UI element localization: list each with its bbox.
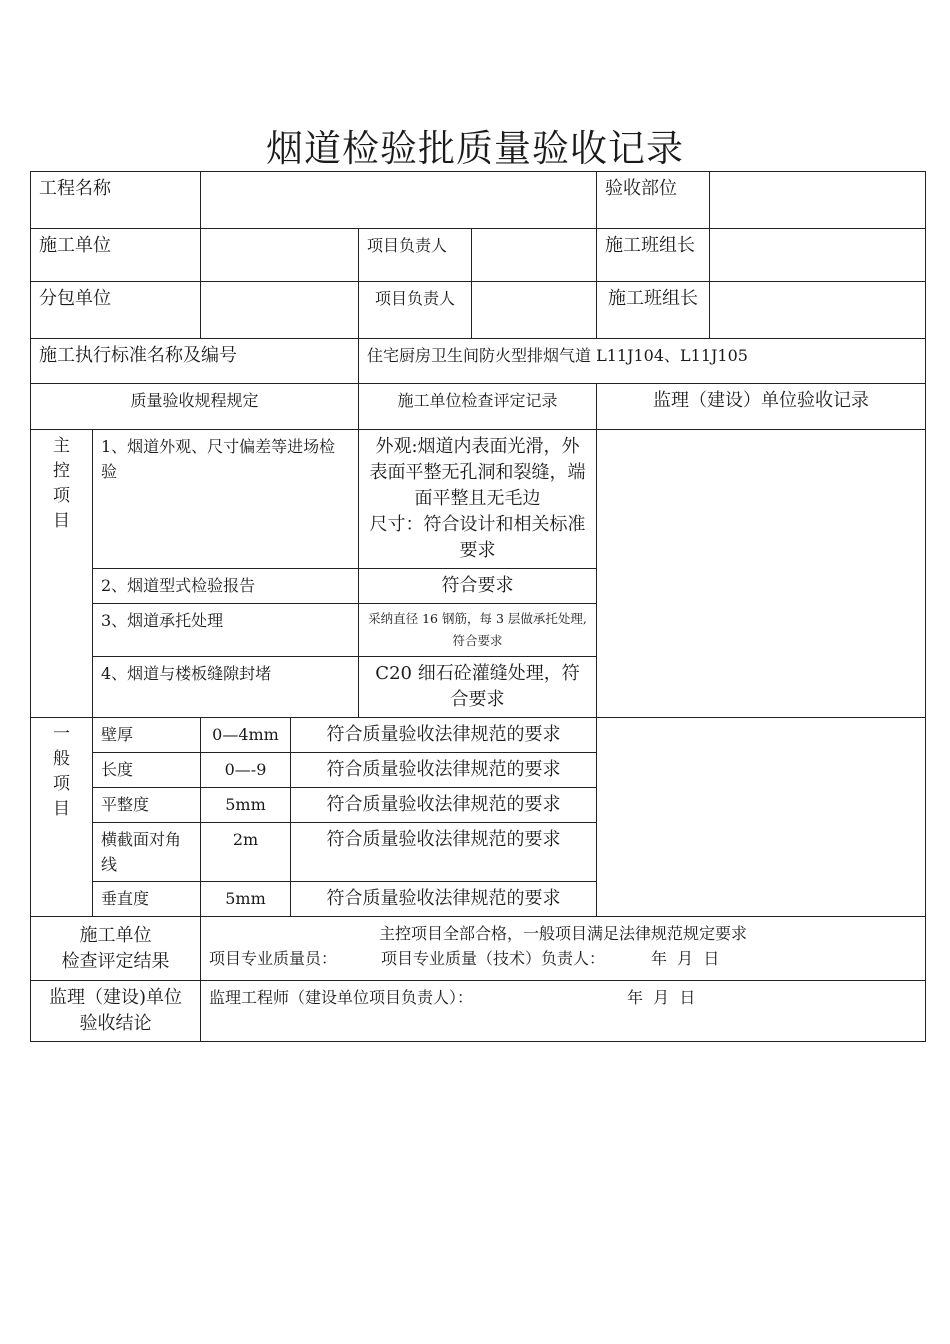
main-control-label-char: 控 — [53, 461, 70, 481]
supervision-conclusion-label-line: 监理（建设)单位 — [48, 987, 183, 1008]
main-control-item-name: 3、烟道承托处理 — [93, 604, 359, 657]
construction-result-label — [31, 917, 201, 981]
construction-result-date: 年 月 日 — [651, 949, 720, 968]
technical-manager-label: 项目专业质量（技术）负责人： — [381, 949, 606, 968]
row-construction-unit — [31, 229, 926, 282]
main-control-item-name: 1、烟道外观、尺寸偏差等进场检验 — [93, 430, 359, 569]
col-header-check-record: 施工单位检查评定记录 — [359, 384, 597, 430]
general-label-char: 项 — [53, 774, 70, 794]
col-header-spec: 质量验收规程规定 — [31, 384, 359, 430]
main-control-item-record — [359, 430, 597, 569]
row-project-name — [31, 172, 926, 229]
col-header-supervision-record: 监理（建设）单位验收记录 — [597, 384, 926, 430]
subcontract-unit-value[interactable] — [201, 282, 359, 339]
project-manager-label: 项目负责人 — [359, 229, 472, 282]
general-label-char: 目 — [53, 799, 70, 819]
general-item-record: 符合质量验收法律规范的要求 — [291, 718, 597, 753]
page-title: 烟道检验批质量验收记录 — [266, 127, 684, 170]
construction-result-label-line: 检查评定结果 — [61, 950, 170, 972]
general-item-tolerance: 0—4mm — [201, 718, 291, 753]
construction-unit-label: 施工单位 — [31, 229, 201, 282]
general-item-record: 符合质量验收法律规范的要求 — [291, 788, 597, 823]
supervision-engineer-label: 监理工程师（建设单位项目负责人）： — [209, 988, 474, 1007]
general-label — [31, 718, 93, 917]
sub-team-leader-value[interactable] — [710, 282, 926, 339]
acceptance-part-value[interactable] — [710, 172, 926, 229]
general-label-char: 一 — [53, 724, 70, 744]
main-control-item-name: 4、烟道与楼板缝隙封堵 — [93, 657, 359, 718]
main-control-item-record: 符合要求 — [359, 569, 597, 604]
construction-result-label-line: 施工单位 — [79, 924, 152, 946]
construction-result-summary: 主控项目全部合格，一般项目满足法律规范规定要求 — [378, 924, 747, 943]
general-item-name: 长度 — [93, 753, 201, 788]
team-leader-value[interactable] — [710, 229, 926, 282]
row-column-headers — [31, 384, 926, 430]
main-control-supervision-cell[interactable] — [597, 430, 926, 718]
general-label-char: 般 — [53, 749, 70, 769]
project-manager-value[interactable] — [472, 229, 597, 282]
main-control-item-record: 采纳直径 16 钢筋，每 3 层做承托处理,符合要求 — [359, 604, 597, 657]
main-control-label-char: 项 — [53, 486, 70, 506]
general-row — [31, 718, 926, 753]
row-standard — [31, 339, 926, 384]
acceptance-form — [30, 171, 926, 1042]
construction-unit-value[interactable] — [201, 229, 359, 282]
general-item-tolerance: 2m — [201, 823, 291, 882]
project-name-value[interactable] — [201, 172, 597, 229]
construction-result-row — [31, 917, 926, 981]
main-control-label-char: 主 — [53, 436, 70, 456]
standard-value: 住宅厨房卫生间防火型排烟气道 L11J104、L11J105 — [359, 339, 926, 384]
record-line: 外观:烟道内表面光滑，外表面平整无孔洞和裂缝，端面平整且无毛边 — [369, 436, 586, 509]
subcontract-unit-label: 分包单位 — [31, 282, 201, 339]
supervision-conclusion-date: 年 月 日 — [627, 988, 696, 1007]
sub-project-manager-label: 项目负责人 — [359, 282, 472, 339]
supervision-conclusion-label — [31, 981, 201, 1042]
main-control-item-record: C20 细石砼灌缝处理，符合要求 — [359, 657, 597, 718]
main-control-label — [31, 430, 93, 718]
general-item-name: 壁厚 — [93, 718, 201, 753]
supervision-conclusion-row — [31, 981, 926, 1042]
general-item-record: 符合质量验收法律规范的要求 — [291, 823, 597, 882]
general-item-tolerance: 0—-9 — [201, 753, 291, 788]
supervision-conclusion-content — [201, 981, 926, 1042]
team-leader-label: 施工班组长 — [597, 229, 710, 282]
general-item-name: 垂直度 — [93, 882, 201, 917]
row-subcontract-unit — [31, 282, 926, 339]
general-item-record: 符合质量验收法律规范的要求 — [291, 882, 597, 917]
standard-label: 施工执行标准名称及编号 — [31, 339, 359, 384]
quality-inspector-label: 项目专业质量员： — [209, 949, 338, 968]
general-supervision-cell[interactable] — [597, 718, 926, 917]
construction-result-content — [201, 917, 926, 981]
supervision-conclusion-label-line: 验收结论 — [79, 1013, 152, 1034]
general-item-tolerance: 5mm — [201, 788, 291, 823]
general-item-tolerance: 5mm — [201, 882, 291, 917]
general-item-record: 符合质量验收法律规范的要求 — [291, 753, 597, 788]
sub-project-manager-value[interactable] — [472, 282, 597, 339]
general-item-name: 横截面对角线 — [93, 823, 201, 882]
sub-team-leader-label: 施工班组长 — [597, 282, 710, 339]
main-control-label-char: 目 — [53, 511, 70, 531]
main-control-item-name: 2、烟道型式检验报告 — [93, 569, 359, 604]
acceptance-part-label: 验收部位 — [597, 172, 710, 229]
project-name-label: 工程名称 — [31, 172, 201, 229]
general-item-name: 平整度 — [93, 788, 201, 823]
main-control-row — [31, 430, 926, 569]
record-line: 尺寸：符合设计和相关标准要求 — [369, 514, 586, 561]
